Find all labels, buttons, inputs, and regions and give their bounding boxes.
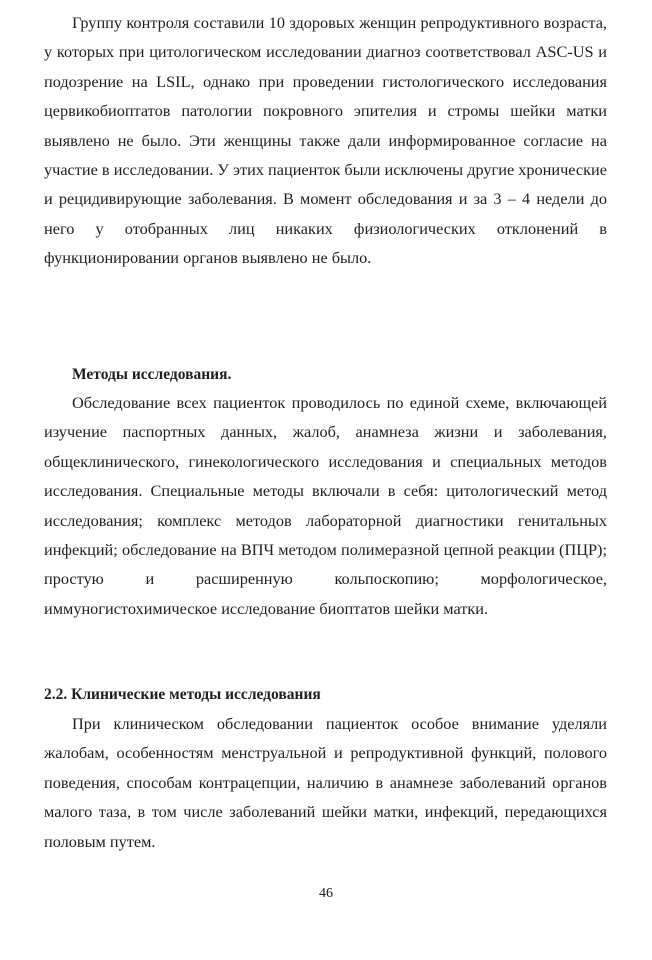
- page-number: 46: [319, 886, 333, 901]
- heading-clinical-methods: 2.2. Клинические методы исследования: [44, 686, 321, 703]
- paragraph-control-group: Группу контроля составили 10 здоровых женщин репродуктивного возраста, у которых при цитологическом исследовании диагноз соответствовал ASC-US и подозрение на LSIL, однако при проведении гистологического исследования цервикобиоптатов патологии покровного эпителия и стромы шейки матки выявлено не было. Эти женщины также дали информированное согласие на участие в исследовании. У этих пациенток были исключены другие хронические и рецидивирующие заболевания. В момент обследования и за 3 – 4 недели до него у отобранных лиц никаких физиологических отклонений в функционировании органов выявлено не было.: [44, 13, 607, 268]
- heading-methods: Методы исследования.: [72, 366, 232, 383]
- paragraph-clinical-methods: При клиническом обследовании пациенток особое внимание уделяли жалобам, особенностям менструальной и репродуктивной функций, полового поведения, способам контрацепции, наличию в анамнезе заболеваний органов малого таза, в том числе заболеваний шейки матки, инфекций, передающихся половым путем.: [44, 714, 607, 851]
- paragraph-methods: Обследование всех пациенток проводилось по единой схеме, включающей изучение паспортных данных, жалоб, анамнеза жизни и заболевания, общеклинического, гинекологического исследования и специальных методов исследования. Специальные методы включали в себя: цитологический метод исследования; комплекс методов лабораторной диагностики генитальных инфекций; обследование на ВПЧ методом полимеразной цепной реакции (ПЦР); простую и расширенную кольпоскопию; морфологическое, иммуногистохимическое исследование биоптатов шейки матки.: [44, 393, 607, 618]
